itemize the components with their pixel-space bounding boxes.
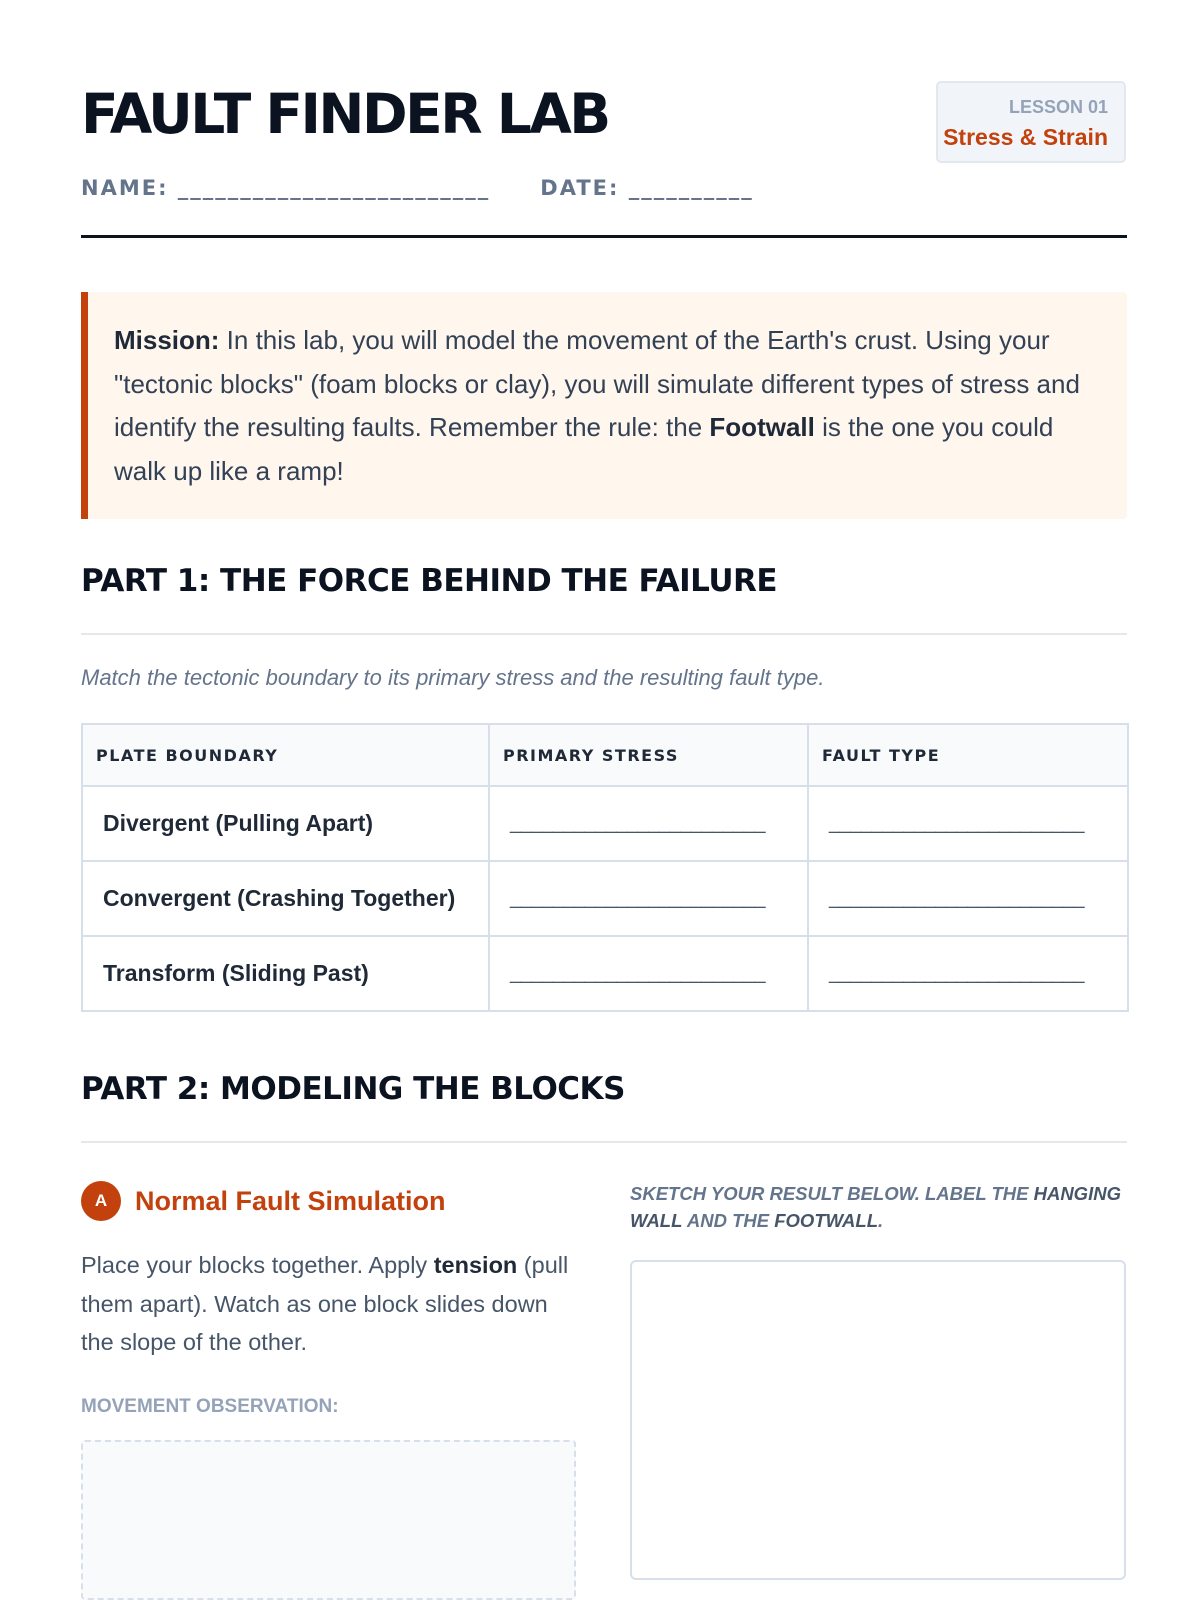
lesson-topic: Stress & Strain <box>943 124 1108 150</box>
lesson-badge <box>936 81 1126 163</box>
sketch-emphasis: HANGING WALL <box>630 1183 1121 1231</box>
stress-answer-blank[interactable]: ________________________ <box>489 786 808 861</box>
fault-answer-blank[interactable]: ________________________ <box>808 861 1128 936</box>
part2-divider <box>81 1141 1127 1143</box>
sketch-area[interactable] <box>630 1260 1126 1580</box>
part1-divider <box>81 633 1127 635</box>
date-field[interactable]: DATE: __________ <box>540 176 754 200</box>
part1-instructions: Match the tectonic boundary to its primary stress and the resulting fault type. <box>81 665 825 690</box>
description-text-end: (pull them apart). Watch as one block slides down the slope of the other. <box>81 1252 569 1355</box>
mission-text: In this lab, you will model the movement of the Earth's crust. Using your "tectonic blocks" (foam blocks or clay), you will simulate different types of stress and identify the resulting faults. Remember the rule: the <box>114 325 1080 442</box>
column-header: FAULT TYPE <box>808 724 1128 786</box>
fault-matching-table <box>81 723 1129 1012</box>
lesson-number: LESSON 01 <box>1008 97 1108 117</box>
simulation-title: Normal Fault Simulation <box>135 1186 446 1216</box>
fault-answer-blank[interactable]: ________________________ <box>808 786 1128 861</box>
header-divider <box>81 235 1127 238</box>
observation-answer-box[interactable] <box>81 1440 576 1600</box>
fault-answer-blank[interactable]: ________________________ <box>808 936 1128 1011</box>
description-text: Place your blocks together. Apply <box>81 1252 434 1278</box>
part1-title: PART 1: THE FORCE BEHIND THE FAILURE <box>81 563 778 599</box>
mission-label: Mission: <box>114 325 220 355</box>
boundary-cell: Transform (Sliding Past) <box>82 936 489 1011</box>
simulation-description <box>81 1246 581 1362</box>
page-title: FAULT FINDER LAB <box>81 82 609 146</box>
mission-text-end: is the one you could walk up like a ramp! <box>114 412 1054 486</box>
sketch-text: AND THE <box>682 1210 775 1231</box>
table-row <box>82 861 1128 936</box>
table-row <box>82 786 1128 861</box>
boundary-cell: Divergent (Pulling Apart) <box>82 786 489 861</box>
simulation-letter-badge: A <box>81 1181 121 1221</box>
sketch-text: . <box>878 1210 884 1231</box>
stress-answer-blank[interactable]: ________________________ <box>489 861 808 936</box>
table-header-row <box>82 724 1128 786</box>
observation-label: MOVEMENT OBSERVATION: <box>81 1396 339 1417</box>
sketch-emphasis: FOOTWALL <box>774 1210 879 1231</box>
table-row <box>82 936 1128 1011</box>
column-header: PRIMARY STRESS <box>489 724 808 786</box>
part2-title: PART 2: MODELING THE BLOCKS <box>81 1071 625 1107</box>
boundary-cell: Convergent (Crashing Together) <box>82 861 489 936</box>
column-header: PLATE BOUNDARY <box>82 724 489 786</box>
mission-emphasis: Footwall <box>709 412 815 442</box>
sketch-instructions <box>630 1180 1130 1234</box>
student-info <box>81 176 754 200</box>
name-field[interactable]: NAME: _________________________ <box>81 176 491 200</box>
stress-answer-blank[interactable]: ________________________ <box>489 936 808 1011</box>
description-emphasis: tension <box>433 1252 518 1278</box>
sketch-text: SKETCH YOUR RESULT BELOW. LABEL THE <box>630 1183 1034 1204</box>
mission-callout <box>81 292 1127 519</box>
